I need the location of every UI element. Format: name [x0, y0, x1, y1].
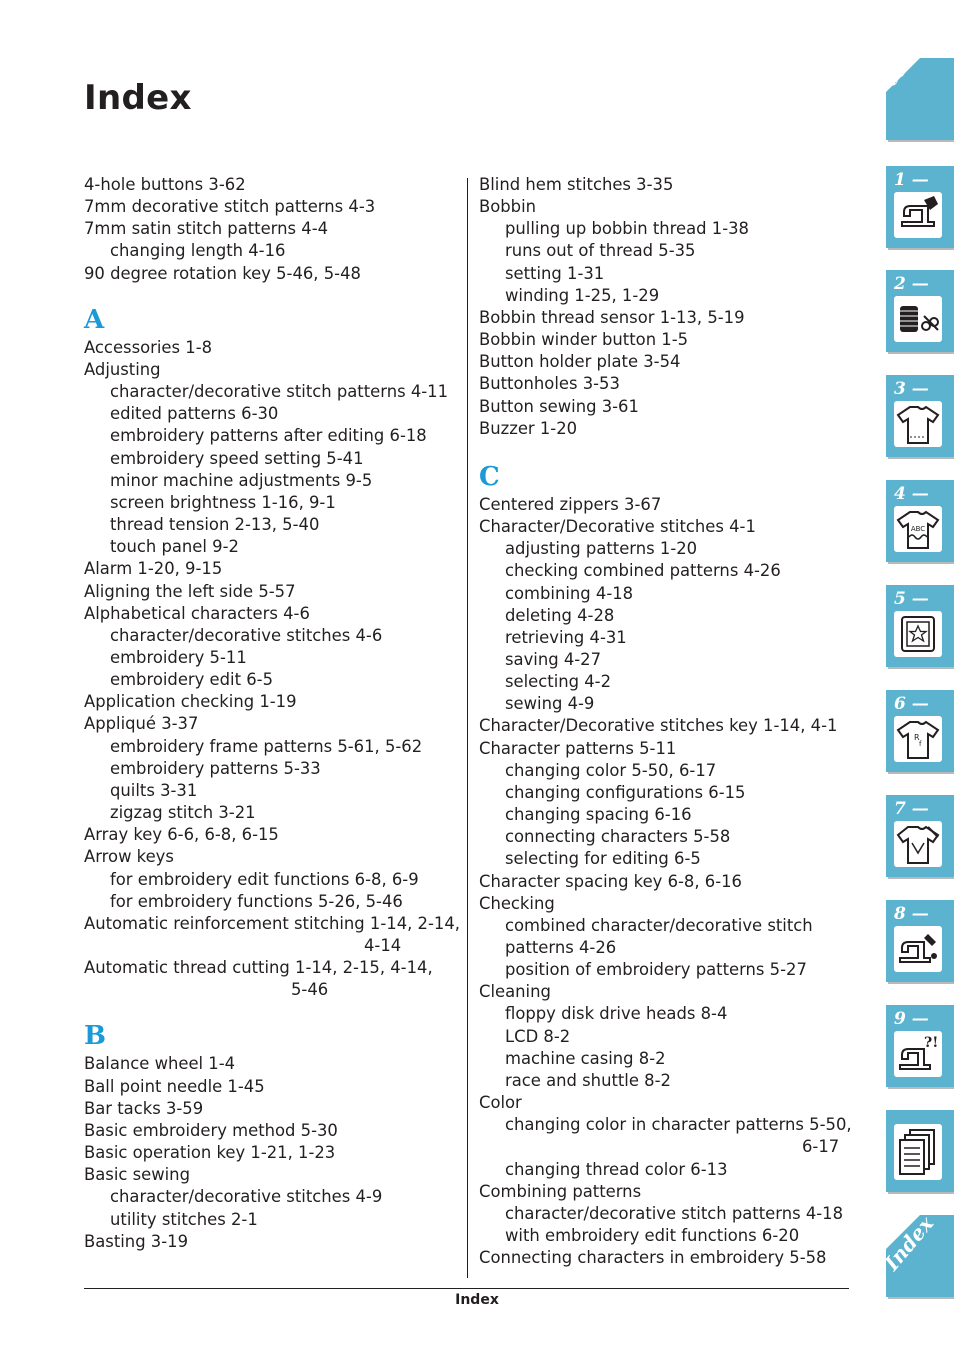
index-column-right — [479, 174, 874, 1269]
svg-text:ABC: ABC — [910, 525, 926, 533]
tab-number: 7 — — [894, 799, 929, 819]
index-subentry: patterns 4-26 — [505, 938, 617, 957]
index-entry: Connecting characters in embroidery 5-58 — [479, 1248, 827, 1268]
index-entry: Checking — [479, 893, 555, 913]
shirt-edit-icon — [894, 716, 942, 762]
index-entry: Aligning the left side 5-57 — [84, 581, 296, 601]
column-divider — [467, 178, 468, 1278]
index-subentry: changing thread color 6-13 — [505, 1159, 728, 1179]
index-column-left — [84, 174, 469, 1253]
index-entry: Combining patterns — [479, 1181, 642, 1201]
tab-index[interactable] — [879, 1211, 954, 1297]
shirt-abc-icon — [894, 506, 942, 552]
index-subentry: pulling up bobbin thread 1-38 — [505, 219, 749, 239]
index-subentry: changing length 4-16 — [110, 241, 286, 261]
index-subentry: race and shuttle 8-2 — [505, 1070, 671, 1090]
tab-index-label: Index — [879, 1211, 939, 1275]
tab-number: 1 — — [894, 170, 929, 190]
index-entry: Character patterns 5-11 — [479, 738, 677, 758]
tab-chapter-6[interactable] — [886, 690, 954, 772]
index-subentry: thread tension 2-13, 5-40 — [110, 515, 320, 535]
svg-text:f: f — [919, 740, 922, 748]
index-entry: 4-hole buttons 3-62 — [84, 175, 246, 194]
index-subentry: touch panel 9-2 — [110, 537, 239, 557]
index-subentry: embroidery patterns after editing 6-18 — [110, 426, 427, 446]
index-subentry: position of embroidery patterns 5-27 — [505, 960, 807, 980]
index-entry: Bobbin winder button 1-5 — [479, 330, 689, 350]
index-subentry: changing spacing 6-16 — [505, 805, 692, 825]
tab-number: 5 — — [894, 589, 929, 609]
index-subentry: character/decorative stitch patterns 4-18 — [505, 1203, 844, 1223]
index-entry: Character spacing key 6-8, 6-16 — [479, 871, 742, 891]
index-subentry: adjusting patterns 1-20 — [505, 539, 698, 559]
tab-number: 3 — — [894, 379, 929, 399]
thread-spool-scissors-icon — [894, 296, 942, 342]
index-subentry: embroidery speed setting 5-41 — [110, 448, 364, 468]
index-entry: Appliqué 3-37 — [84, 714, 199, 734]
tab-chapter-9[interactable] — [886, 1005, 954, 1087]
index-entry: Automatic reinforcement stitching 1-14, 2-14, — [84, 913, 460, 933]
tab-number: 9 — — [894, 1009, 929, 1029]
svg-text:R: R — [914, 733, 920, 742]
index-subentry: changing color in character patterns 5-50, — [505, 1115, 852, 1135]
tab-number: 4 — — [894, 484, 929, 504]
index-subentry: embroidery patterns 5-33 — [110, 758, 321, 778]
index-entry: 7mm satin stitch patterns 4-4 — [84, 219, 329, 239]
machine-trouble-icon — [894, 1031, 942, 1077]
index-subentry: setting 1-31 — [505, 263, 605, 283]
sewing-machine-icon — [894, 192, 942, 238]
section-letter: C — [479, 461, 500, 492]
section-letter: B — [84, 1021, 106, 1052]
index-entry: Alarm 1-20, 9-15 — [84, 559, 223, 579]
index-subentry: changing color 5-50, 6-17 — [505, 760, 717, 780]
index-entry: Application checking 1-19 — [84, 692, 297, 712]
tab-appendix[interactable] — [886, 1110, 954, 1192]
index-subentry: winding 1-25, 1-29 — [505, 285, 660, 305]
index-subentry: zigzag stitch 3-21 — [110, 803, 256, 823]
tab-chapter-2[interactable] — [886, 270, 954, 352]
tab-contents-label: CONTENTS — [883, 10, 954, 90]
index-entry: Buzzer 1-20 — [479, 418, 578, 438]
index-entry: Button holder plate 3-54 — [479, 352, 681, 372]
shirt-scissors-icon — [894, 821, 942, 867]
machine-cleaning-icon — [894, 926, 942, 972]
index-entry: Ball point needle 1-45 — [84, 1076, 265, 1096]
index-subentry: for embroidery functions 5-26, 5-46 — [110, 891, 403, 911]
svg-text:?!: ?! — [924, 1035, 939, 1051]
index-subentry: retrieving 4-31 — [505, 627, 627, 647]
documents-icon — [894, 1124, 942, 1180]
index-subentry: embroidery frame patterns 5-61, 5-62 — [110, 736, 423, 756]
index-entry: Array key 6-6, 6-8, 6-15 — [84, 825, 279, 845]
index-entry: Blind hem stitches 3-35 — [479, 175, 674, 194]
index-subentry: sewing 4-9 — [505, 694, 595, 714]
index-subentry: deleting 4-28 — [505, 605, 615, 625]
index-entry: Adjusting — [84, 359, 161, 379]
footer-rule — [84, 1288, 849, 1289]
index-entry-continuation: 4-14 — [364, 936, 402, 955]
index-entry: Basting 3-19 — [84, 1231, 189, 1251]
index-entry: Centered zippers 3-67 — [479, 494, 662, 514]
index-entry: Automatic thread cutting 1-14, 2-15, 4-14, — [84, 958, 433, 978]
index-entry: Arrow keys — [84, 847, 174, 867]
index-entry: 7mm decorative stitch patterns 4-3 — [84, 197, 376, 217]
index-subentry: floppy disk drive heads 8-4 — [505, 1004, 728, 1024]
index-subentry: machine casing 8-2 — [505, 1048, 666, 1068]
index-entry: Character/Decorative stitches 4-1 — [479, 517, 756, 537]
index-subentry: edited patterns 6-30 — [110, 404, 279, 424]
index-entry: Buttonholes 3-53 — [479, 374, 620, 394]
tab-contents[interactable] — [883, 10, 954, 140]
index-subentry: character/decorative stitches 4-6 — [110, 625, 383, 645]
tab-chapter-5[interactable] — [886, 585, 954, 667]
tab-number: 6 — — [894, 694, 929, 714]
index-entry: Bobbin — [479, 197, 537, 217]
index-entry: Bobbin thread sensor 1-13, 5-19 — [479, 307, 745, 327]
index-subentry: screen brightness 1-16, 9-1 — [110, 492, 336, 512]
index-entry: Color — [479, 1093, 522, 1113]
index-entry: Accessories 1-8 — [84, 337, 213, 357]
tab-chapter-7[interactable] — [886, 795, 954, 877]
tab-chapter-1[interactable] — [886, 166, 954, 248]
index-subentry: quilts 3-31 — [110, 780, 198, 800]
tab-chapter-4[interactable] — [886, 480, 954, 562]
index-subentry: embroidery edit 6-5 — [110, 670, 274, 690]
index-subentry: saving 4-27 — [505, 649, 602, 669]
index-entry: Button sewing 3-61 — [479, 396, 639, 416]
tab-number: 8 — — [894, 904, 929, 924]
index-subentry: LCD 8-2 — [505, 1026, 571, 1046]
index-subentry: selecting for editing 6-5 — [505, 849, 701, 869]
footer-label: Index — [455, 1292, 499, 1308]
index-entry: Character/Decorative stitches key 1-14, 4-1 — [479, 716, 838, 736]
index-subentry: combining 4-18 — [505, 583, 634, 603]
index-subentry: connecting characters 5-58 — [505, 827, 731, 847]
index-subentry: changing configurations 6-15 — [505, 782, 746, 802]
index-subentry: runs out of thread 5-35 — [505, 241, 696, 261]
index-entry: Cleaning — [479, 982, 551, 1002]
index-subentry: selecting 4-2 — [505, 672, 612, 692]
index-subentry: character/decorative stitch patterns 4-11 — [110, 382, 449, 402]
index-subentry: combined character/decorative stitch — [505, 915, 813, 935]
tab-chapter-8[interactable] — [886, 900, 954, 982]
embroidery-frame-icon — [894, 611, 942, 657]
index-subentry: character/decorative stitches 4-9 — [110, 1187, 383, 1207]
index-entry: Alphabetical characters 4-6 — [84, 603, 310, 623]
index-subentry: for embroidery edit functions 6-8, 6-9 — [110, 869, 419, 889]
index-entry: Basic embroidery method 5-30 — [84, 1120, 338, 1140]
page-title: Index — [84, 78, 192, 118]
index-entry: 90 degree rotation key 5-46, 5-48 — [84, 263, 361, 283]
index-entry: Bar tacks 3-59 — [84, 1098, 204, 1118]
index-subentry: minor machine adjustments 9-5 — [110, 470, 373, 490]
shirt-icon — [894, 401, 942, 447]
index-entry: Basic sewing — [84, 1165, 190, 1185]
index-entry: Basic operation key 1-21, 1-23 — [84, 1143, 336, 1163]
index-entry: Balance wheel 1-4 — [84, 1054, 236, 1074]
index-subentry: with embroidery edit functions 6-20 — [505, 1226, 800, 1246]
index-subentry: utility stitches 2-1 — [110, 1209, 258, 1229]
section-letter: A — [84, 304, 105, 335]
tab-chapter-3[interactable] — [886, 375, 954, 457]
index-subentry: checking combined patterns 4-26 — [505, 561, 781, 581]
tab-number: 2 — — [894, 274, 929, 294]
index-entry-continuation: 6-17 — [802, 1137, 840, 1157]
index-entry-continuation: 5-46 — [291, 980, 329, 1000]
index-subentry: embroidery 5-11 — [110, 647, 247, 667]
